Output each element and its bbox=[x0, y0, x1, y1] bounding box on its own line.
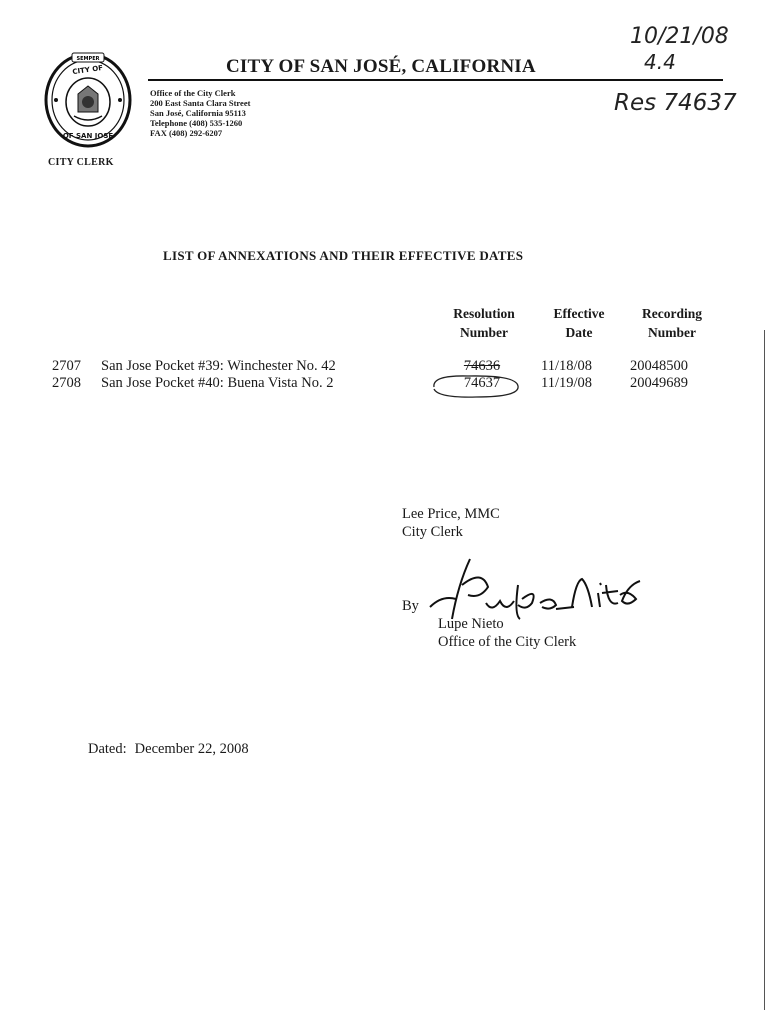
handwritten-resolution: Res 74637 bbox=[614, 90, 737, 116]
deputy-title: Office of the City Clerk bbox=[438, 634, 577, 650]
column-header-line: Recording bbox=[642, 306, 702, 321]
handwritten-date: 10/21/08 bbox=[630, 24, 729, 49]
column-header-recording-number bbox=[626, 304, 718, 342]
column-header-line: Date bbox=[565, 325, 593, 340]
address-line: Telephone (408) 535-1260 bbox=[150, 118, 243, 128]
signer-title: City Clerk bbox=[402, 524, 463, 540]
annexation-name: San Jose Pocket #40: Buena Vista No. 2 bbox=[101, 375, 334, 391]
svg-text:SEMPER: SEMPER bbox=[76, 56, 100, 62]
annexation-name: San Jose Pocket #39: Winchester No. 42 bbox=[101, 358, 336, 374]
svg-text:CITY OF: CITY OF bbox=[71, 63, 104, 77]
effective-date: 11/18/08 bbox=[541, 358, 593, 374]
dated-label: Dated: bbox=[88, 741, 127, 757]
recording-number: 20048500 bbox=[630, 358, 688, 374]
handwritten-item-number: 4.4 bbox=[644, 50, 676, 74]
city-seal-logo bbox=[44, 50, 132, 150]
address-line: FAX (408) 292-6207 bbox=[150, 128, 223, 138]
by-label: By bbox=[402, 598, 419, 614]
column-header-line: Number bbox=[460, 325, 508, 340]
document-title: LIST OF ANNEXATIONS AND THEIR EFFECTIVE DATES bbox=[163, 248, 524, 263]
city-clerk-label: CITY CLERK bbox=[48, 157, 114, 168]
column-header-effective-date bbox=[539, 304, 619, 342]
scan-edge-line bbox=[764, 330, 765, 1010]
recording-number: 20049689 bbox=[630, 375, 688, 391]
dated-value: December 22, 2008 bbox=[134, 741, 249, 757]
resolution-number: 74636 bbox=[463, 358, 501, 374]
signer-name: Lee Price, MMC bbox=[402, 506, 500, 522]
header-divider bbox=[148, 79, 723, 81]
deputy-name: Lupe Nieto bbox=[438, 616, 504, 632]
column-header-line: Effective bbox=[553, 306, 605, 321]
annexation-number: 2708 bbox=[52, 375, 81, 391]
column-header-line: Number bbox=[648, 325, 696, 340]
address-line: San José, California 95113 bbox=[150, 108, 246, 118]
dated-line bbox=[88, 741, 249, 758]
column-header-line: Resolution bbox=[453, 306, 515, 321]
effective-date: 11/19/08 bbox=[541, 375, 593, 391]
column-header-resolution bbox=[436, 304, 532, 342]
svg-text:OF SAN JOSE: OF SAN JOSE bbox=[62, 132, 114, 140]
resolution-number: 74637 bbox=[463, 375, 501, 391]
resolution-circle-mark bbox=[428, 373, 524, 399]
office-address bbox=[150, 88, 250, 138]
address-line: 200 East Santa Clara Street bbox=[150, 98, 251, 108]
city-title: CITY OF SAN JOSÉ, CALIFORNIA bbox=[226, 56, 536, 77]
address-line: Office of the City Clerk bbox=[150, 88, 236, 98]
annexation-number: 2707 bbox=[52, 358, 81, 374]
